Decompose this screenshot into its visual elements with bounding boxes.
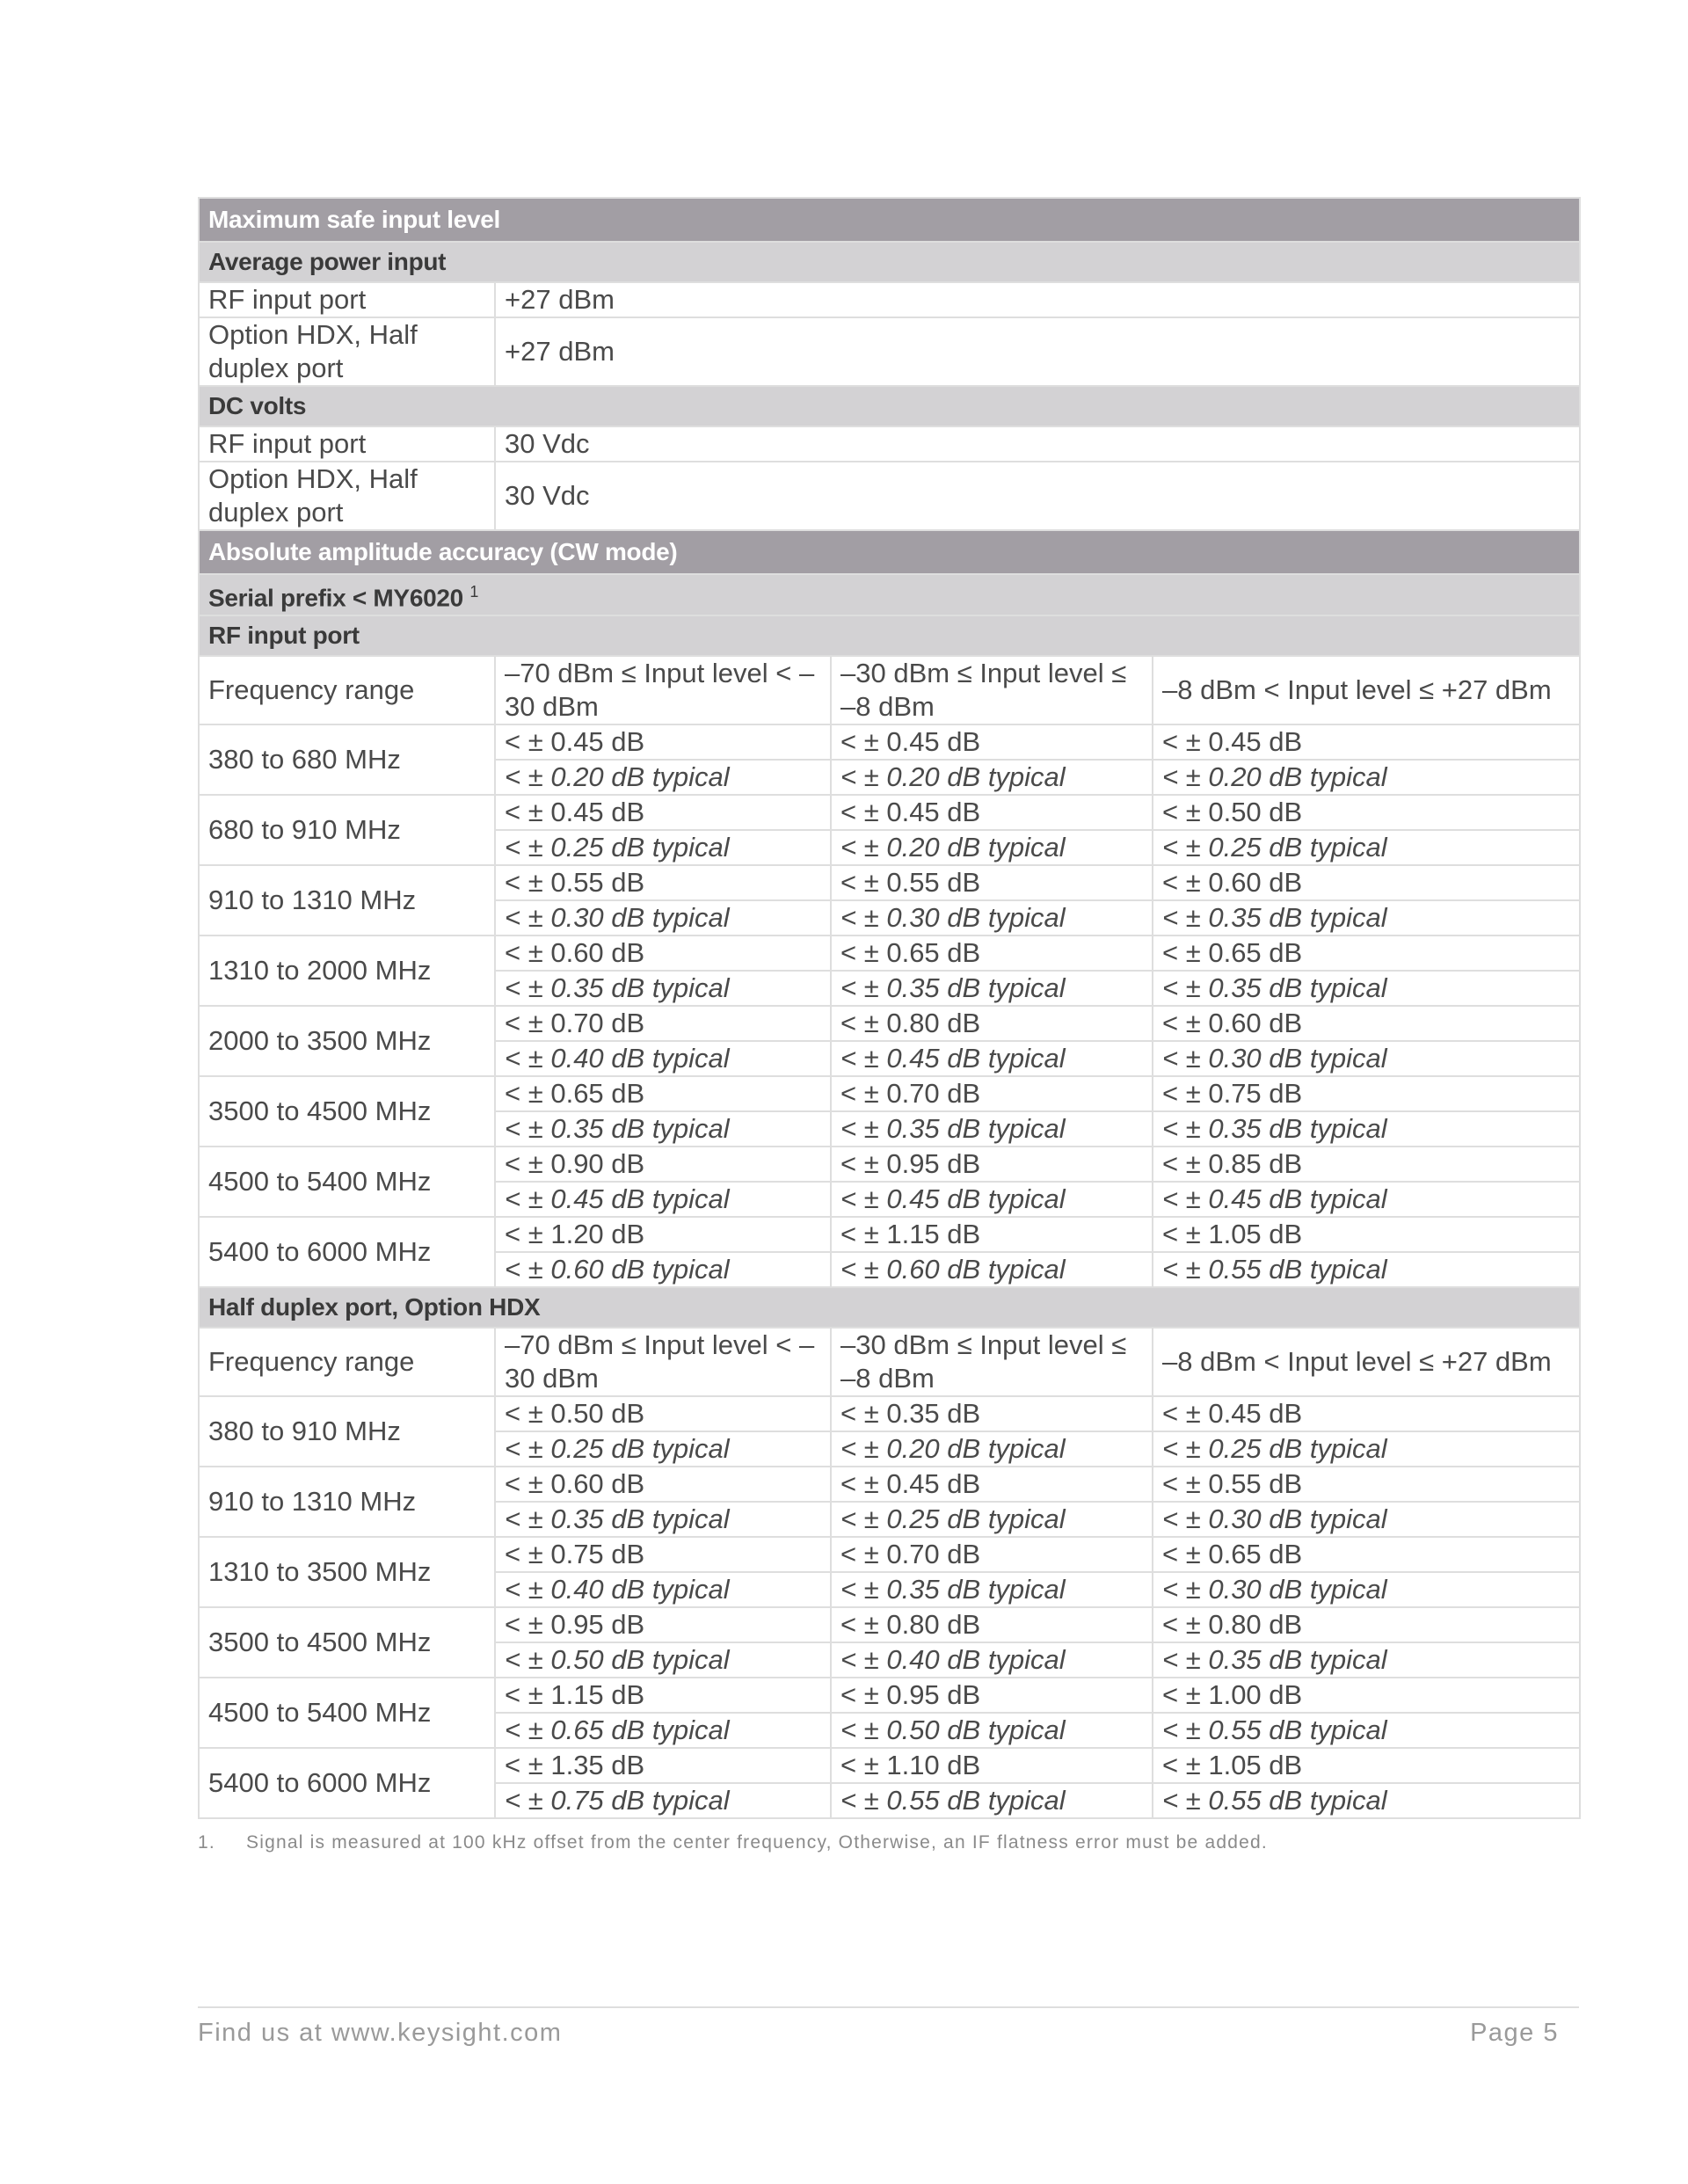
accuracy-typical-cell: < ± 0.60 dB typical	[831, 1252, 1153, 1287]
accuracy-typical-cell: < ± 0.25 dB typical	[1153, 830, 1580, 865]
subsection-title: Half duplex port, Option HDX	[199, 1287, 1580, 1328]
frequency-range-cell: 380 to 910 MHz	[199, 1396, 495, 1467]
table-row	[199, 865, 1580, 900]
accuracy-typical-cell: < ± 0.35 dB typical	[831, 1572, 1153, 1607]
accuracy-spec-cell: < ± 0.45 dB	[831, 795, 1153, 830]
table-row	[199, 1678, 1580, 1713]
accuracy-typical-cell: < ± 0.35 dB typical	[1153, 1111, 1580, 1147]
accuracy-spec-cell: < ± 0.50 dB	[495, 1396, 831, 1431]
accuracy-spec-cell: < ± 0.70 dB	[831, 1537, 1153, 1572]
frequency-range-cell: 380 to 680 MHz	[199, 724, 495, 795]
accuracy-typical-cell: < ± 0.55 dB typical	[1153, 1713, 1580, 1748]
accuracy-typical-cell: < ± 0.35 dB typical	[831, 971, 1153, 1006]
footnote-marker: 1	[469, 583, 479, 601]
row-value: +27 dBm	[495, 282, 1580, 317]
section-header	[199, 530, 1580, 574]
frequency-range-cell: 1310 to 2000 MHz	[199, 935, 495, 1006]
accuracy-spec-cell: < ± 1.15 dB	[831, 1217, 1153, 1252]
accuracy-typical-cell: < ± 0.65 dB typical	[495, 1713, 831, 1748]
frequency-range-cell: 4500 to 5400 MHz	[199, 1147, 495, 1217]
input-level-header: –30 dBm ≤ Input level ≤ –8 dBm	[831, 1328, 1153, 1396]
accuracy-typical-cell: < ± 0.35 dB typical	[1153, 900, 1580, 935]
accuracy-spec-cell: < ± 0.70 dB	[831, 1076, 1153, 1111]
table-row	[199, 724, 1580, 760]
accuracy-typical-cell: < ± 0.50 dB typical	[831, 1713, 1153, 1748]
accuracy-typical-cell: < ± 0.20 dB typical	[1153, 760, 1580, 795]
section-header	[199, 198, 1580, 242]
table-row	[199, 1467, 1580, 1502]
accuracy-typical-cell: < ± 0.55 dB typical	[1153, 1783, 1580, 1818]
accuracy-spec-cell: < ± 0.70 dB	[495, 1006, 831, 1041]
accuracy-typical-cell: < ± 0.55 dB typical	[831, 1783, 1153, 1818]
row-value: 30 Vdc	[495, 462, 1580, 530]
input-level-header: –30 dBm ≤ Input level ≤ –8 dBm	[831, 656, 1153, 724]
subsection-header	[199, 1287, 1580, 1328]
table-row	[199, 462, 1580, 530]
accuracy-typical-cell: < ± 0.35 dB typical	[495, 1111, 831, 1147]
accuracy-spec-cell: < ± 0.55 dB	[831, 865, 1153, 900]
accuracy-spec-cell: < ± 0.85 dB	[1153, 1147, 1580, 1182]
subsection-header	[199, 242, 1580, 282]
accuracy-spec-cell: < ± 1.10 dB	[831, 1748, 1153, 1783]
accuracy-typical-cell: < ± 0.20 dB typical	[831, 760, 1153, 795]
frequency-range-cell: 3500 to 4500 MHz	[199, 1076, 495, 1147]
accuracy-typical-cell: < ± 0.35 dB typical	[495, 1502, 831, 1537]
accuracy-spec-cell: < ± 0.45 dB	[831, 724, 1153, 760]
input-level-header: –8 dBm < Input level ≤ +27 dBm	[1153, 656, 1580, 724]
row-label: RF input port	[199, 426, 495, 462]
serial-prefix-text: Serial prefix < MY6020	[208, 584, 463, 612]
page-number: Page 5	[1470, 2019, 1559, 2047]
accuracy-typical-cell: < ± 0.60 dB typical	[495, 1252, 831, 1287]
input-level-header: –70 dBm ≤ Input level < –30 dBm	[495, 1328, 831, 1396]
accuracy-typical-cell: < ± 0.35 dB typical	[495, 971, 831, 1006]
frequency-range-header: Frequency range	[199, 1328, 495, 1396]
accuracy-spec-cell: < ± 0.65 dB	[1153, 1537, 1580, 1572]
accuracy-typical-cell: < ± 0.40 dB typical	[831, 1642, 1153, 1678]
accuracy-spec-cell: < ± 0.55 dB	[495, 865, 831, 900]
input-level-header: –70 dBm ≤ Input level < –30 dBm	[495, 656, 831, 724]
accuracy-typical-cell: < ± 0.30 dB typical	[831, 900, 1153, 935]
column-header-row	[199, 1328, 1580, 1396]
accuracy-spec-cell: < ± 0.95 dB	[831, 1147, 1153, 1182]
accuracy-spec-cell: < ± 1.05 dB	[1153, 1217, 1580, 1252]
column-header-row	[199, 656, 1580, 724]
frequency-range-header: Frequency range	[199, 656, 495, 724]
footer-divider	[198, 2006, 1579, 2008]
frequency-range-cell: 910 to 1310 MHz	[199, 1467, 495, 1537]
subsection-header	[199, 386, 1580, 426]
accuracy-spec-cell: < ± 0.55 dB	[1153, 1467, 1580, 1502]
accuracy-typical-cell: < ± 0.45 dB typical	[831, 1041, 1153, 1076]
subsection-title: DC volts	[199, 386, 1580, 426]
accuracy-spec-cell: < ± 0.65 dB	[831, 935, 1153, 971]
frequency-range-cell: 910 to 1310 MHz	[199, 865, 495, 935]
table-row	[199, 1748, 1580, 1783]
table-row	[199, 1217, 1580, 1252]
accuracy-spec-cell: < ± 0.35 dB	[831, 1396, 1153, 1431]
accuracy-spec-cell: < ± 0.95 dB	[495, 1607, 831, 1642]
frequency-range-cell: 5400 to 6000 MHz	[199, 1748, 495, 1818]
input-level-header: –8 dBm < Input level ≤ +27 dBm	[1153, 1328, 1580, 1396]
accuracy-typical-cell: < ± 0.30 dB typical	[1153, 1572, 1580, 1607]
accuracy-spec-cell: < ± 0.80 dB	[831, 1607, 1153, 1642]
accuracy-typical-cell: < ± 0.45 dB typical	[1153, 1182, 1580, 1217]
accuracy-typical-cell: < ± 0.20 dB typical	[495, 760, 831, 795]
accuracy-spec-cell: < ± 1.05 dB	[1153, 1748, 1580, 1783]
accuracy-spec-cell: < ± 1.20 dB	[495, 1217, 831, 1252]
accuracy-spec-cell: < ± 0.80 dB	[1153, 1607, 1580, 1642]
table-row	[199, 1006, 1580, 1041]
accuracy-spec-cell: < ± 0.65 dB	[495, 1076, 831, 1111]
accuracy-typical-cell: < ± 0.25 dB typical	[495, 1431, 831, 1467]
section-title: Absolute amplitude accuracy (CW mode)	[199, 530, 1580, 574]
accuracy-typical-cell: < ± 0.40 dB typical	[495, 1572, 831, 1607]
accuracy-spec-cell: < ± 0.75 dB	[495, 1537, 831, 1572]
accuracy-typical-cell: < ± 0.25 dB typical	[831, 1502, 1153, 1537]
accuracy-spec-cell: < ± 0.80 dB	[831, 1006, 1153, 1041]
table-row	[199, 1147, 1580, 1182]
table-row	[199, 1076, 1580, 1111]
row-label: Option HDX, Half duplex port	[199, 317, 495, 386]
accuracy-spec-cell: < ± 0.45 dB	[831, 1467, 1153, 1502]
row-value: +27 dBm	[495, 317, 1580, 386]
accuracy-typical-cell: < ± 0.30 dB typical	[1153, 1502, 1580, 1537]
accuracy-spec-cell: < ± 0.65 dB	[1153, 935, 1580, 971]
table-row	[199, 317, 1580, 386]
spec-table	[198, 197, 1581, 1819]
subsection-title	[199, 574, 1580, 615]
accuracy-typical-cell: < ± 0.25 dB typical	[495, 830, 831, 865]
accuracy-spec-cell: < ± 0.45 dB	[1153, 1396, 1580, 1431]
accuracy-typical-cell: < ± 0.25 dB typical	[1153, 1431, 1580, 1467]
accuracy-spec-cell: < ± 0.45 dB	[495, 724, 831, 760]
accuracy-spec-cell: < ± 1.35 dB	[495, 1748, 831, 1783]
accuracy-spec-cell: < ± 0.75 dB	[1153, 1076, 1580, 1111]
accuracy-typical-cell: < ± 0.75 dB typical	[495, 1783, 831, 1818]
table-row	[199, 1607, 1580, 1642]
frequency-range-cell: 680 to 910 MHz	[199, 795, 495, 865]
row-label: RF input port	[199, 282, 495, 317]
accuracy-spec-cell: < ± 0.60 dB	[1153, 865, 1580, 900]
frequency-range-cell: 4500 to 5400 MHz	[199, 1678, 495, 1748]
accuracy-spec-cell: < ± 1.00 dB	[1153, 1678, 1580, 1713]
frequency-range-cell: 5400 to 6000 MHz	[199, 1217, 495, 1287]
accuracy-spec-cell: < ± 0.45 dB	[1153, 724, 1580, 760]
accuracy-typical-cell: < ± 0.40 dB typical	[495, 1041, 831, 1076]
accuracy-spec-cell: < ± 0.60 dB	[1153, 1006, 1580, 1041]
row-value: 30 Vdc	[495, 426, 1580, 462]
accuracy-typical-cell: < ± 0.30 dB typical	[495, 900, 831, 935]
accuracy-typical-cell: < ± 0.45 dB typical	[495, 1182, 831, 1217]
accuracy-spec-cell: < ± 0.90 dB	[495, 1147, 831, 1182]
table-row	[199, 426, 1580, 462]
accuracy-spec-cell: < ± 1.15 dB	[495, 1678, 831, 1713]
table-row	[199, 1396, 1580, 1431]
subsection-header	[199, 615, 1580, 656]
accuracy-typical-cell: < ± 0.35 dB typical	[1153, 971, 1580, 1006]
accuracy-typical-cell: < ± 0.35 dB typical	[831, 1111, 1153, 1147]
accuracy-spec-cell: < ± 0.60 dB	[495, 935, 831, 971]
accuracy-spec-cell: < ± 0.45 dB	[495, 795, 831, 830]
footnote	[198, 1832, 1579, 1853]
row-label: Option HDX, Half duplex port	[199, 462, 495, 530]
table-row	[199, 282, 1580, 317]
accuracy-spec-cell: < ± 0.50 dB	[1153, 795, 1580, 830]
accuracy-typical-cell: < ± 0.20 dB typical	[831, 1431, 1153, 1467]
accuracy-typical-cell: < ± 0.45 dB typical	[831, 1182, 1153, 1217]
accuracy-typical-cell: < ± 0.50 dB typical	[495, 1642, 831, 1678]
footnote-text: Signal is measured at 100 kHz offset from the center frequency, Otherwise, an IF flatness error must be added.	[246, 1832, 1268, 1853]
section-title: Maximum safe input level	[199, 198, 1580, 242]
accuracy-typical-cell: < ± 0.55 dB typical	[1153, 1252, 1580, 1287]
accuracy-spec-cell: < ± 0.95 dB	[831, 1678, 1153, 1713]
frequency-range-cell: 1310 to 3500 MHz	[199, 1537, 495, 1607]
accuracy-typical-cell: < ± 0.20 dB typical	[831, 830, 1153, 865]
frequency-range-cell: 2000 to 3500 MHz	[199, 1006, 495, 1076]
subsection-header	[199, 574, 1580, 615]
subsection-title: RF input port	[199, 615, 1580, 656]
frequency-range-cell: 3500 to 4500 MHz	[199, 1607, 495, 1678]
table-row	[199, 935, 1580, 971]
subsection-title: Average power input	[199, 242, 1580, 282]
footer-website: Find us at www.keysight.com	[198, 2019, 563, 2047]
table-row	[199, 795, 1580, 830]
accuracy-typical-cell: < ± 0.35 dB typical	[1153, 1642, 1580, 1678]
accuracy-typical-cell: < ± 0.30 dB typical	[1153, 1041, 1580, 1076]
accuracy-spec-cell: < ± 0.60 dB	[495, 1467, 831, 1502]
footnote-number: 1.	[198, 1832, 215, 1853]
table-row	[199, 1537, 1580, 1572]
